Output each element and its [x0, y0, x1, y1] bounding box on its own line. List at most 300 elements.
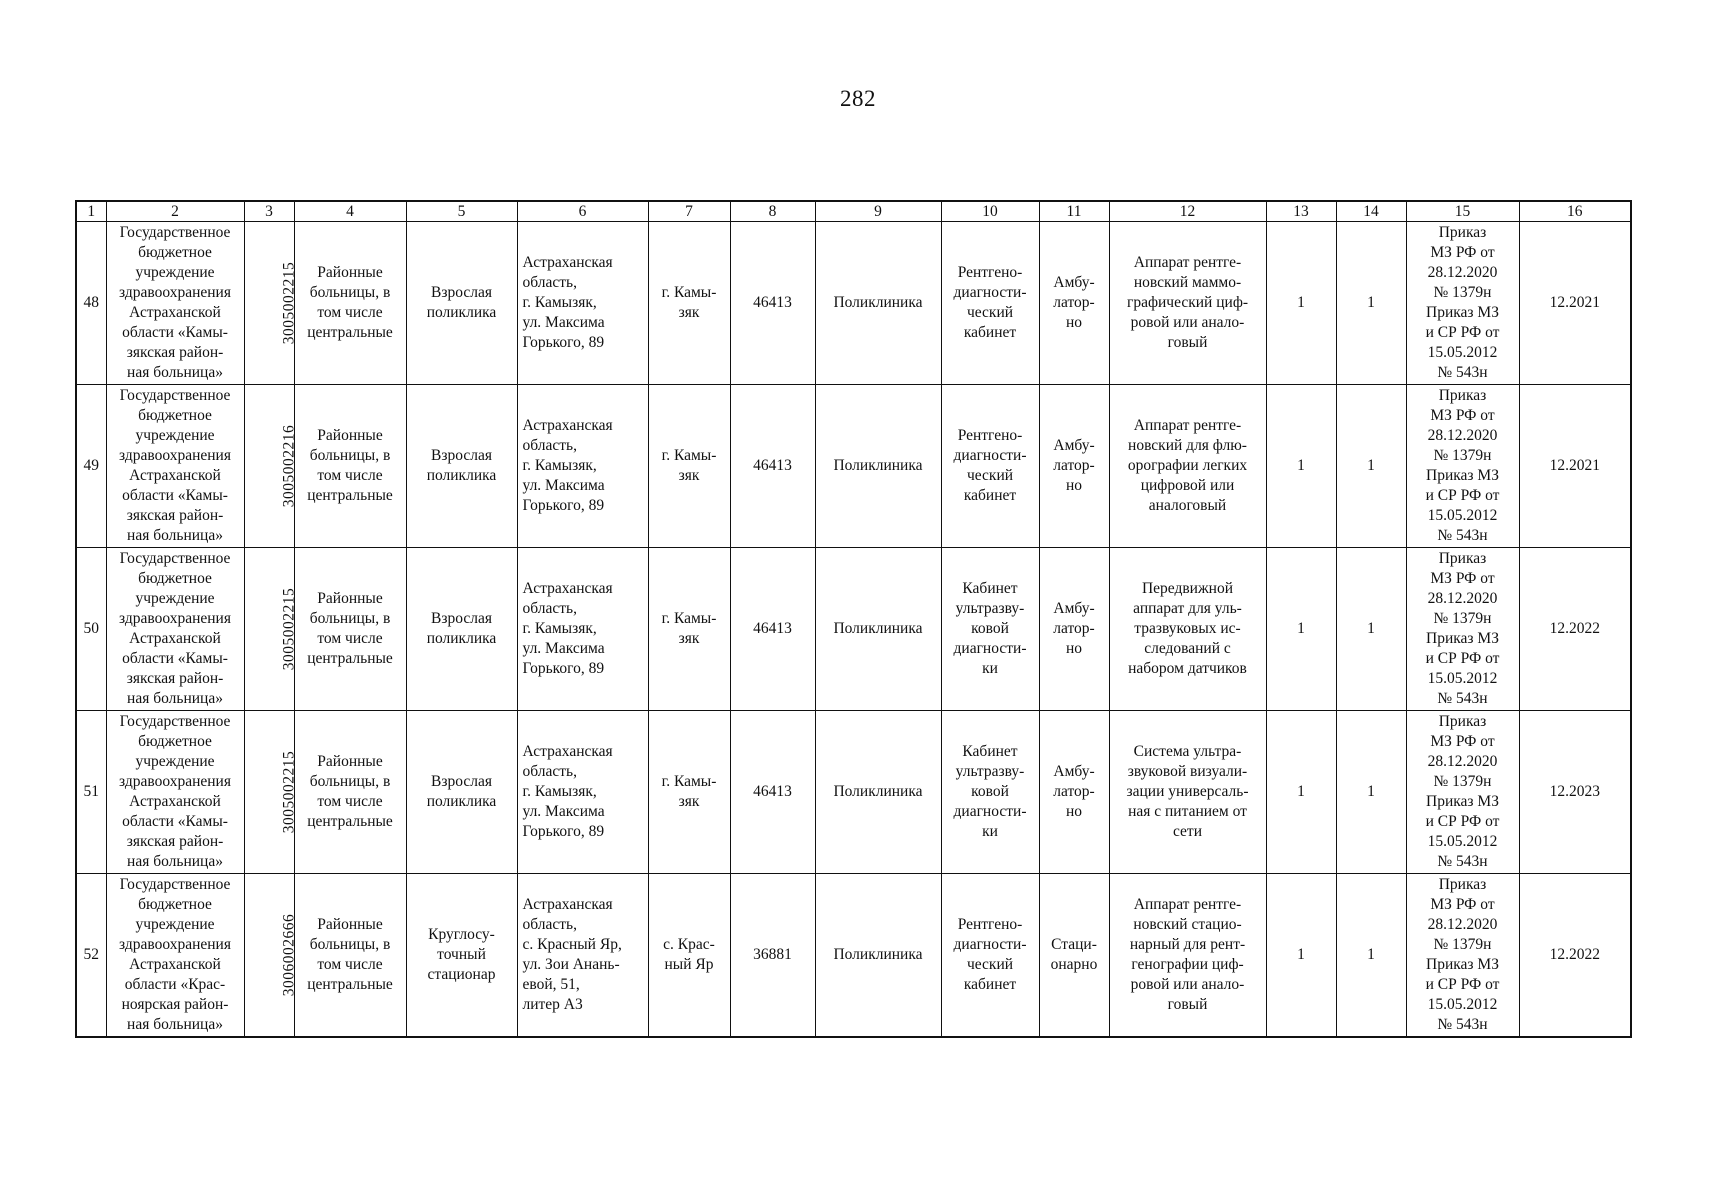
equipment-name-line: тразвуковых ис-: [1134, 620, 1241, 637]
equipment-name-line: Аппарат рентге-: [1133, 417, 1242, 434]
equipment-name-line: зации универсаль-: [1126, 783, 1249, 800]
normative-basis-line: и СР РФ от: [1425, 813, 1500, 830]
address-line: Горького, 89: [522, 497, 605, 514]
cabinet-type: [941, 711, 1039, 874]
cabinet-type-line: ковой: [971, 783, 1009, 800]
equipment-table: [75, 200, 1632, 1038]
address: [517, 711, 648, 874]
delivery-date: 12.2022: [1519, 548, 1631, 711]
hospital-type-line: больницы, в: [309, 284, 391, 301]
equipment-name-line: Передвижной: [1141, 580, 1234, 597]
institution-name-line: здравоохранения: [119, 284, 231, 301]
normative-basis-line: Приказ МЗ: [1426, 793, 1499, 810]
department: [406, 548, 517, 711]
equipment-name-line: набором датчиков: [1128, 660, 1247, 677]
hospital-type-line: том числе: [317, 304, 383, 321]
normative-basis-line: МЗ РФ от: [1430, 570, 1495, 587]
column-number-14: 14: [1336, 201, 1406, 222]
care-form: [1039, 222, 1109, 385]
normative-basis-line: 28.12.2020: [1427, 590, 1498, 607]
address-line: Горького, 89: [522, 334, 605, 351]
equipment-name: [1109, 874, 1266, 1038]
department-line: поликлика: [426, 304, 497, 321]
institution-name-line: бюджетное: [138, 570, 212, 587]
hospital-type-line: Районные: [317, 427, 383, 444]
locality: [648, 548, 730, 711]
locality: [648, 222, 730, 385]
institution-code-text: 3005002215: [279, 587, 297, 671]
equipment-name-line: генографии циф-: [1131, 956, 1244, 973]
table-row: [76, 711, 1631, 874]
hospital-type: [294, 385, 406, 548]
address-line: область,: [522, 274, 577, 291]
cabinet-type-line: диагности-: [953, 936, 1027, 953]
care-form: [1039, 711, 1109, 874]
care-form-line: латор-: [1053, 457, 1095, 474]
normative-basis-line: Приказ: [1438, 224, 1487, 241]
delivery-date: 12.2021: [1519, 222, 1631, 385]
row-number: 50: [76, 548, 106, 711]
page-number: 282: [840, 86, 876, 111]
address-line: Астраханская: [522, 417, 613, 434]
department: [406, 874, 517, 1038]
institution-name-line: Астраханской: [129, 956, 221, 973]
cabinet-type-line: кабинет: [963, 976, 1017, 993]
care-form-line: но: [1065, 803, 1083, 820]
institution-name-line: здравоохранения: [119, 936, 231, 953]
cabinet-type: [941, 874, 1039, 1038]
institution-name-line: бюджетное: [138, 407, 212, 424]
address-line: Горького, 89: [522, 823, 605, 840]
delivery-date: 12.2022: [1519, 874, 1631, 1038]
equipment-name-line: аналоговый: [1148, 497, 1227, 514]
care-form-line: Амбу-: [1053, 600, 1095, 617]
normative-basis: [1406, 385, 1519, 548]
normative-basis: [1406, 548, 1519, 711]
institution-name-line: здравоохранения: [119, 610, 231, 627]
equipment-name-line: ровой или анало-: [1130, 314, 1245, 331]
hospital-type-line: Районные: [317, 590, 383, 607]
institution-name-line: ноярская район-: [121, 996, 229, 1013]
normative-basis-line: Приказ МЗ: [1426, 630, 1499, 647]
care-form: [1039, 548, 1109, 711]
required-quantity: 1: [1266, 548, 1336, 711]
locality-line: г. Камы-: [661, 773, 717, 790]
institution-name-line: бюджетное: [138, 244, 212, 261]
address-line: г. Камызяк,: [522, 457, 597, 474]
delivery-date: 12.2023: [1519, 711, 1631, 874]
table-row: [76, 385, 1631, 548]
care-form-line: Стаци-: [1051, 936, 1097, 953]
care-form-line: онарно: [1050, 956, 1098, 973]
hospital-type-line: том числе: [317, 467, 383, 484]
address: [517, 385, 648, 548]
equipment-name: [1109, 711, 1266, 874]
institution-name-line: Астраханской: [129, 630, 221, 647]
hospital-type-line: Районные: [317, 753, 383, 770]
address-line: область,: [522, 437, 577, 454]
cabinet-type: [941, 222, 1039, 385]
locality: [648, 385, 730, 548]
institution-name-line: ная больница»: [127, 364, 223, 381]
cabinet-type: [941, 385, 1039, 548]
institution-name-line: ная больница»: [127, 690, 223, 707]
cabinet-type-line: диагности-: [953, 284, 1027, 301]
normative-basis-line: № 1379н: [1433, 284, 1492, 301]
department-line: поликлика: [426, 467, 497, 484]
column-number-row: [76, 201, 1631, 222]
address: [517, 222, 648, 385]
hospital-type: [294, 222, 406, 385]
column-number-2: 2: [106, 201, 244, 222]
normative-basis-line: 28.12.2020: [1427, 427, 1498, 444]
locality-line: г. Камы-: [661, 284, 717, 301]
normative-basis: [1406, 711, 1519, 874]
column-number-11: 11: [1039, 201, 1109, 222]
equipment-name-line: новский для флю-: [1128, 437, 1247, 454]
normative-basis: [1406, 874, 1519, 1038]
unit-type: Поликлиника: [815, 548, 941, 711]
address-line: ул. Максима: [522, 477, 605, 494]
cabinet-type-line: ческий: [966, 467, 1014, 484]
address-line: с. Красный Яр,: [522, 936, 622, 953]
department-line: Круглосу-: [428, 926, 495, 943]
oktmo-code: 46413: [730, 711, 815, 874]
institution-name-line: Государственное: [119, 550, 231, 567]
normative-basis-line: МЗ РФ от: [1430, 733, 1495, 750]
address-line: г. Камызяк,: [522, 783, 597, 800]
address-line: г. Камызяк,: [522, 620, 597, 637]
equipment-name-line: ровой или анало-: [1130, 976, 1245, 993]
cabinet-type-line: ческий: [966, 304, 1014, 321]
cabinet-type-line: Рентгено-: [957, 264, 1023, 281]
institution-name: [106, 874, 244, 1038]
institution-name-line: зякская район-: [126, 670, 224, 687]
normative-basis-line: и СР РФ от: [1425, 976, 1500, 993]
address-line: область,: [522, 916, 577, 933]
institution-name-line: Государственное: [119, 224, 231, 241]
hospital-type-line: больницы, в: [309, 447, 391, 464]
cabinet-type-line: ковой: [971, 620, 1009, 637]
hospital-type: [294, 548, 406, 711]
normative-basis-line: 15.05.2012: [1427, 507, 1498, 524]
cabinet-type-line: ки: [982, 823, 998, 840]
department: [406, 222, 517, 385]
column-number-10: 10: [941, 201, 1039, 222]
institution-name-line: зякская район-: [126, 507, 224, 524]
cabinet-type-line: диагности-: [953, 447, 1027, 464]
institution-name: [106, 711, 244, 874]
institution-name-line: учреждение: [135, 590, 215, 607]
equipment-name-line: новский стацио-: [1133, 916, 1242, 933]
equipment-name-line: говый: [1167, 334, 1208, 351]
hospital-type-line: том числе: [317, 793, 383, 810]
institution-name-line: учреждение: [135, 427, 215, 444]
department-line: Взрослая: [431, 447, 492, 464]
hospital-type-line: центральные: [307, 324, 393, 341]
institution-name: [106, 385, 244, 548]
institution-code: [244, 222, 297, 385]
planned-quantity: 1: [1336, 874, 1406, 1038]
department-line: Взрослая: [431, 284, 492, 301]
department-line: поликлика: [426, 630, 497, 647]
locality-line: зяк: [678, 467, 700, 484]
address-line: ул. Зои Анань-: [522, 956, 620, 973]
normative-basis-line: 15.05.2012: [1427, 344, 1498, 361]
cabinet-type-line: кабинет: [963, 324, 1017, 341]
care-form-line: Амбу-: [1053, 763, 1095, 780]
normative-basis-line: Приказ: [1438, 387, 1487, 404]
equipment-name: [1109, 222, 1266, 385]
column-number-15: 15: [1406, 201, 1519, 222]
address-line: Астраханская: [522, 254, 613, 271]
address-line: ул. Максима: [522, 803, 605, 820]
column-number-1: 1: [76, 201, 106, 222]
normative-basis-line: Приказ МЗ: [1426, 956, 1499, 973]
institution-name-line: Астраханской: [129, 793, 221, 810]
equipment-name-line: графический циф-: [1126, 294, 1249, 311]
institution-name-line: зякская район-: [126, 344, 224, 361]
locality-line: зяк: [678, 304, 700, 321]
unit-type: Поликлиника: [815, 222, 941, 385]
institution-name-line: Государственное: [119, 876, 231, 893]
hospital-type-line: Районные: [317, 264, 383, 281]
address-line: область,: [522, 600, 577, 617]
institution-name: [106, 548, 244, 711]
cabinet-type-line: кабинет: [963, 487, 1017, 504]
equipment-name-line: следований с: [1144, 640, 1231, 657]
normative-basis-line: Приказ МЗ: [1426, 304, 1499, 321]
column-number-6: 6: [517, 201, 648, 222]
institution-name-line: бюджетное: [138, 733, 212, 750]
care-form-line: латор-: [1053, 783, 1095, 800]
institution-name-line: учреждение: [135, 264, 215, 281]
address-line: Астраханская: [522, 580, 613, 597]
locality: [648, 874, 730, 1038]
institution-name-line: здравоохранения: [119, 773, 231, 790]
institution-name-line: Астраханской: [129, 467, 221, 484]
equipment-name: [1109, 385, 1266, 548]
normative-basis-line: 15.05.2012: [1427, 670, 1498, 687]
institution-code-text: 3006002666: [279, 913, 297, 997]
institution-name-line: ная больница»: [127, 853, 223, 870]
row-number: 48: [76, 222, 106, 385]
locality-line: зяк: [678, 793, 700, 810]
normative-basis-line: Приказ: [1438, 713, 1487, 730]
address: [517, 548, 648, 711]
care-form-line: но: [1065, 640, 1083, 657]
institution-name-line: области «Камы-: [122, 324, 228, 341]
unit-type: Поликлиника: [815, 874, 941, 1038]
locality: [648, 711, 730, 874]
required-quantity: 1: [1266, 222, 1336, 385]
institution-code: [244, 385, 297, 548]
equipment-name: [1109, 548, 1266, 711]
oktmo-code: 46413: [730, 222, 815, 385]
required-quantity: 1: [1266, 385, 1336, 548]
institution-code-text: 3005002215: [279, 750, 297, 834]
column-number-12: 12: [1109, 201, 1266, 222]
institution-name-line: области «Камы-: [122, 813, 228, 830]
equipment-name-line: ная с питанием от: [1128, 803, 1247, 820]
equipment-name-line: Аппарат рентге-: [1133, 896, 1242, 913]
address-line: евой, 51,: [522, 976, 580, 993]
row-number: 52: [76, 874, 106, 1038]
hospital-type-line: центральные: [307, 813, 393, 830]
column-number-7: 7: [648, 201, 730, 222]
normative-basis-line: Приказ: [1438, 550, 1487, 567]
normative-basis-line: № 1379н: [1433, 610, 1492, 627]
cabinet-type-line: диагности-: [953, 640, 1027, 657]
institution-code-text: 3005002215: [279, 261, 297, 345]
department-line: поликлика: [426, 793, 497, 810]
normative-basis: [1406, 222, 1519, 385]
hospital-type-line: больницы, в: [309, 773, 391, 790]
address-line: ул. Максима: [522, 314, 605, 331]
locality-line: г. Камы-: [661, 447, 717, 464]
equipment-name-line: сети: [1172, 823, 1203, 840]
normative-basis-line: МЗ РФ от: [1430, 896, 1495, 913]
normative-basis-line: Приказ МЗ: [1426, 467, 1499, 484]
institution-name-line: учреждение: [135, 753, 215, 770]
institution-name-line: зякская район-: [126, 833, 224, 850]
normative-basis-line: № 1379н: [1433, 447, 1492, 464]
normative-basis-line: и СР РФ от: [1425, 324, 1500, 341]
normative-basis-line: № 543н: [1437, 690, 1488, 707]
locality-line: ный Яр: [664, 956, 714, 973]
row-number: 51: [76, 711, 106, 874]
normative-basis-line: № 543н: [1437, 527, 1488, 544]
table-row: [76, 548, 1631, 711]
locality-line: зяк: [678, 630, 700, 647]
cabinet-type-line: Кабинет: [962, 743, 1018, 760]
hospital-type-line: том числе: [317, 956, 383, 973]
care-form-line: Амбу-: [1053, 274, 1095, 291]
normative-basis-line: Приказ: [1438, 876, 1487, 893]
department-line: стационар: [427, 966, 496, 983]
oktmo-code: 46413: [730, 548, 815, 711]
planned-quantity: 1: [1336, 711, 1406, 874]
institution-code-text: 3005002216: [279, 424, 297, 508]
institution-name-line: ная больница»: [127, 527, 223, 544]
address-line: Астраханская: [522, 896, 613, 913]
department-line: Взрослая: [431, 610, 492, 627]
equipment-name-line: Система ультра-: [1133, 743, 1242, 760]
equipment-name-line: орографии легких: [1127, 457, 1248, 474]
oktmo-code: 46413: [730, 385, 815, 548]
normative-basis-line: 15.05.2012: [1427, 833, 1498, 850]
institution-name-line: бюджетное: [138, 896, 212, 913]
cabinet-type-line: ки: [982, 660, 998, 677]
department: [406, 385, 517, 548]
normative-basis-line: 28.12.2020: [1427, 753, 1498, 770]
planned-quantity: 1: [1336, 385, 1406, 548]
locality-line: с. Крас-: [663, 936, 715, 953]
required-quantity: 1: [1266, 874, 1336, 1038]
institution-code: [244, 711, 297, 874]
care-form-line: Амбу-: [1053, 437, 1095, 454]
oktmo-code: 36881: [730, 874, 815, 1038]
normative-basis-line: МЗ РФ от: [1430, 244, 1495, 261]
institution-name-line: Государственное: [119, 713, 231, 730]
institution-name-line: учреждение: [135, 916, 215, 933]
unit-type: Поликлиника: [815, 711, 941, 874]
address-line: ул. Максима: [522, 640, 605, 657]
cabinet-type-line: ультразву-: [955, 600, 1025, 617]
institution-name: [106, 222, 244, 385]
column-number-5: 5: [406, 201, 517, 222]
normative-basis-line: 15.05.2012: [1427, 996, 1498, 1013]
normative-basis-line: МЗ РФ от: [1430, 407, 1495, 424]
hospital-type-line: том числе: [317, 630, 383, 647]
department: [406, 711, 517, 874]
hospital-type: [294, 711, 406, 874]
institution-name-line: ная больница»: [127, 1016, 223, 1033]
cabinet-type-line: ческий: [966, 956, 1014, 973]
institution-name-line: области «Крас-: [124, 976, 226, 993]
equipment-name-line: говый: [1167, 996, 1208, 1013]
address-line: литер А3: [522, 996, 583, 1013]
address-line: Горького, 89: [522, 660, 605, 677]
cabinet-type-line: диагности-: [953, 803, 1027, 820]
column-number-9: 9: [815, 201, 941, 222]
required-quantity: 1: [1266, 711, 1336, 874]
equipment-name-line: новский маммо-: [1133, 274, 1242, 291]
column-number-8: 8: [730, 201, 815, 222]
equipment-name-line: Аппарат рентге-: [1133, 254, 1242, 271]
table-row: [76, 222, 1631, 385]
cabinet-type-line: Рентгено-: [957, 916, 1023, 933]
equipment-name-line: нарный для рент-: [1129, 936, 1246, 953]
institution-name-line: области «Камы-: [122, 487, 228, 504]
normative-basis-line: № 1379н: [1433, 773, 1492, 790]
hospital-type-line: Районные: [317, 916, 383, 933]
institution-name-line: области «Камы-: [122, 650, 228, 667]
cabinet-type-line: Рентгено-: [957, 427, 1023, 444]
care-form-line: но: [1065, 314, 1083, 331]
hospital-type-line: центральные: [307, 650, 393, 667]
locality-line: г. Камы-: [661, 610, 717, 627]
hospital-type-line: больницы, в: [309, 936, 391, 953]
equipment-name-line: цифровой или: [1140, 477, 1235, 494]
normative-basis-line: 28.12.2020: [1427, 264, 1498, 281]
delivery-date: 12.2021: [1519, 385, 1631, 548]
institution-name-line: Государственное: [119, 387, 231, 404]
hospital-type-line: больницы, в: [309, 610, 391, 627]
institution-code: [244, 548, 297, 711]
address-line: г. Камызяк,: [522, 294, 597, 311]
row-number: 49: [76, 385, 106, 548]
care-form: [1039, 874, 1109, 1038]
department-line: Взрослая: [431, 773, 492, 790]
care-form: [1039, 385, 1109, 548]
address: [517, 874, 648, 1038]
cabinet-type: [941, 548, 1039, 711]
column-number-16: 16: [1519, 201, 1631, 222]
column-number-3: 3: [244, 201, 294, 222]
normative-basis-line: № 1379н: [1433, 936, 1492, 953]
care-form-line: но: [1065, 477, 1083, 494]
institution-name-line: здравоохранения: [119, 447, 231, 464]
department-line: точный: [437, 946, 486, 963]
planned-quantity: 1: [1336, 222, 1406, 385]
normative-basis-line: № 543н: [1437, 853, 1488, 870]
normative-basis-line: № 543н: [1437, 1016, 1488, 1033]
hospital-type-line: центральные: [307, 976, 393, 993]
column-number-4: 4: [294, 201, 406, 222]
address-line: Астраханская: [522, 743, 613, 760]
hospital-type-line: центральные: [307, 487, 393, 504]
